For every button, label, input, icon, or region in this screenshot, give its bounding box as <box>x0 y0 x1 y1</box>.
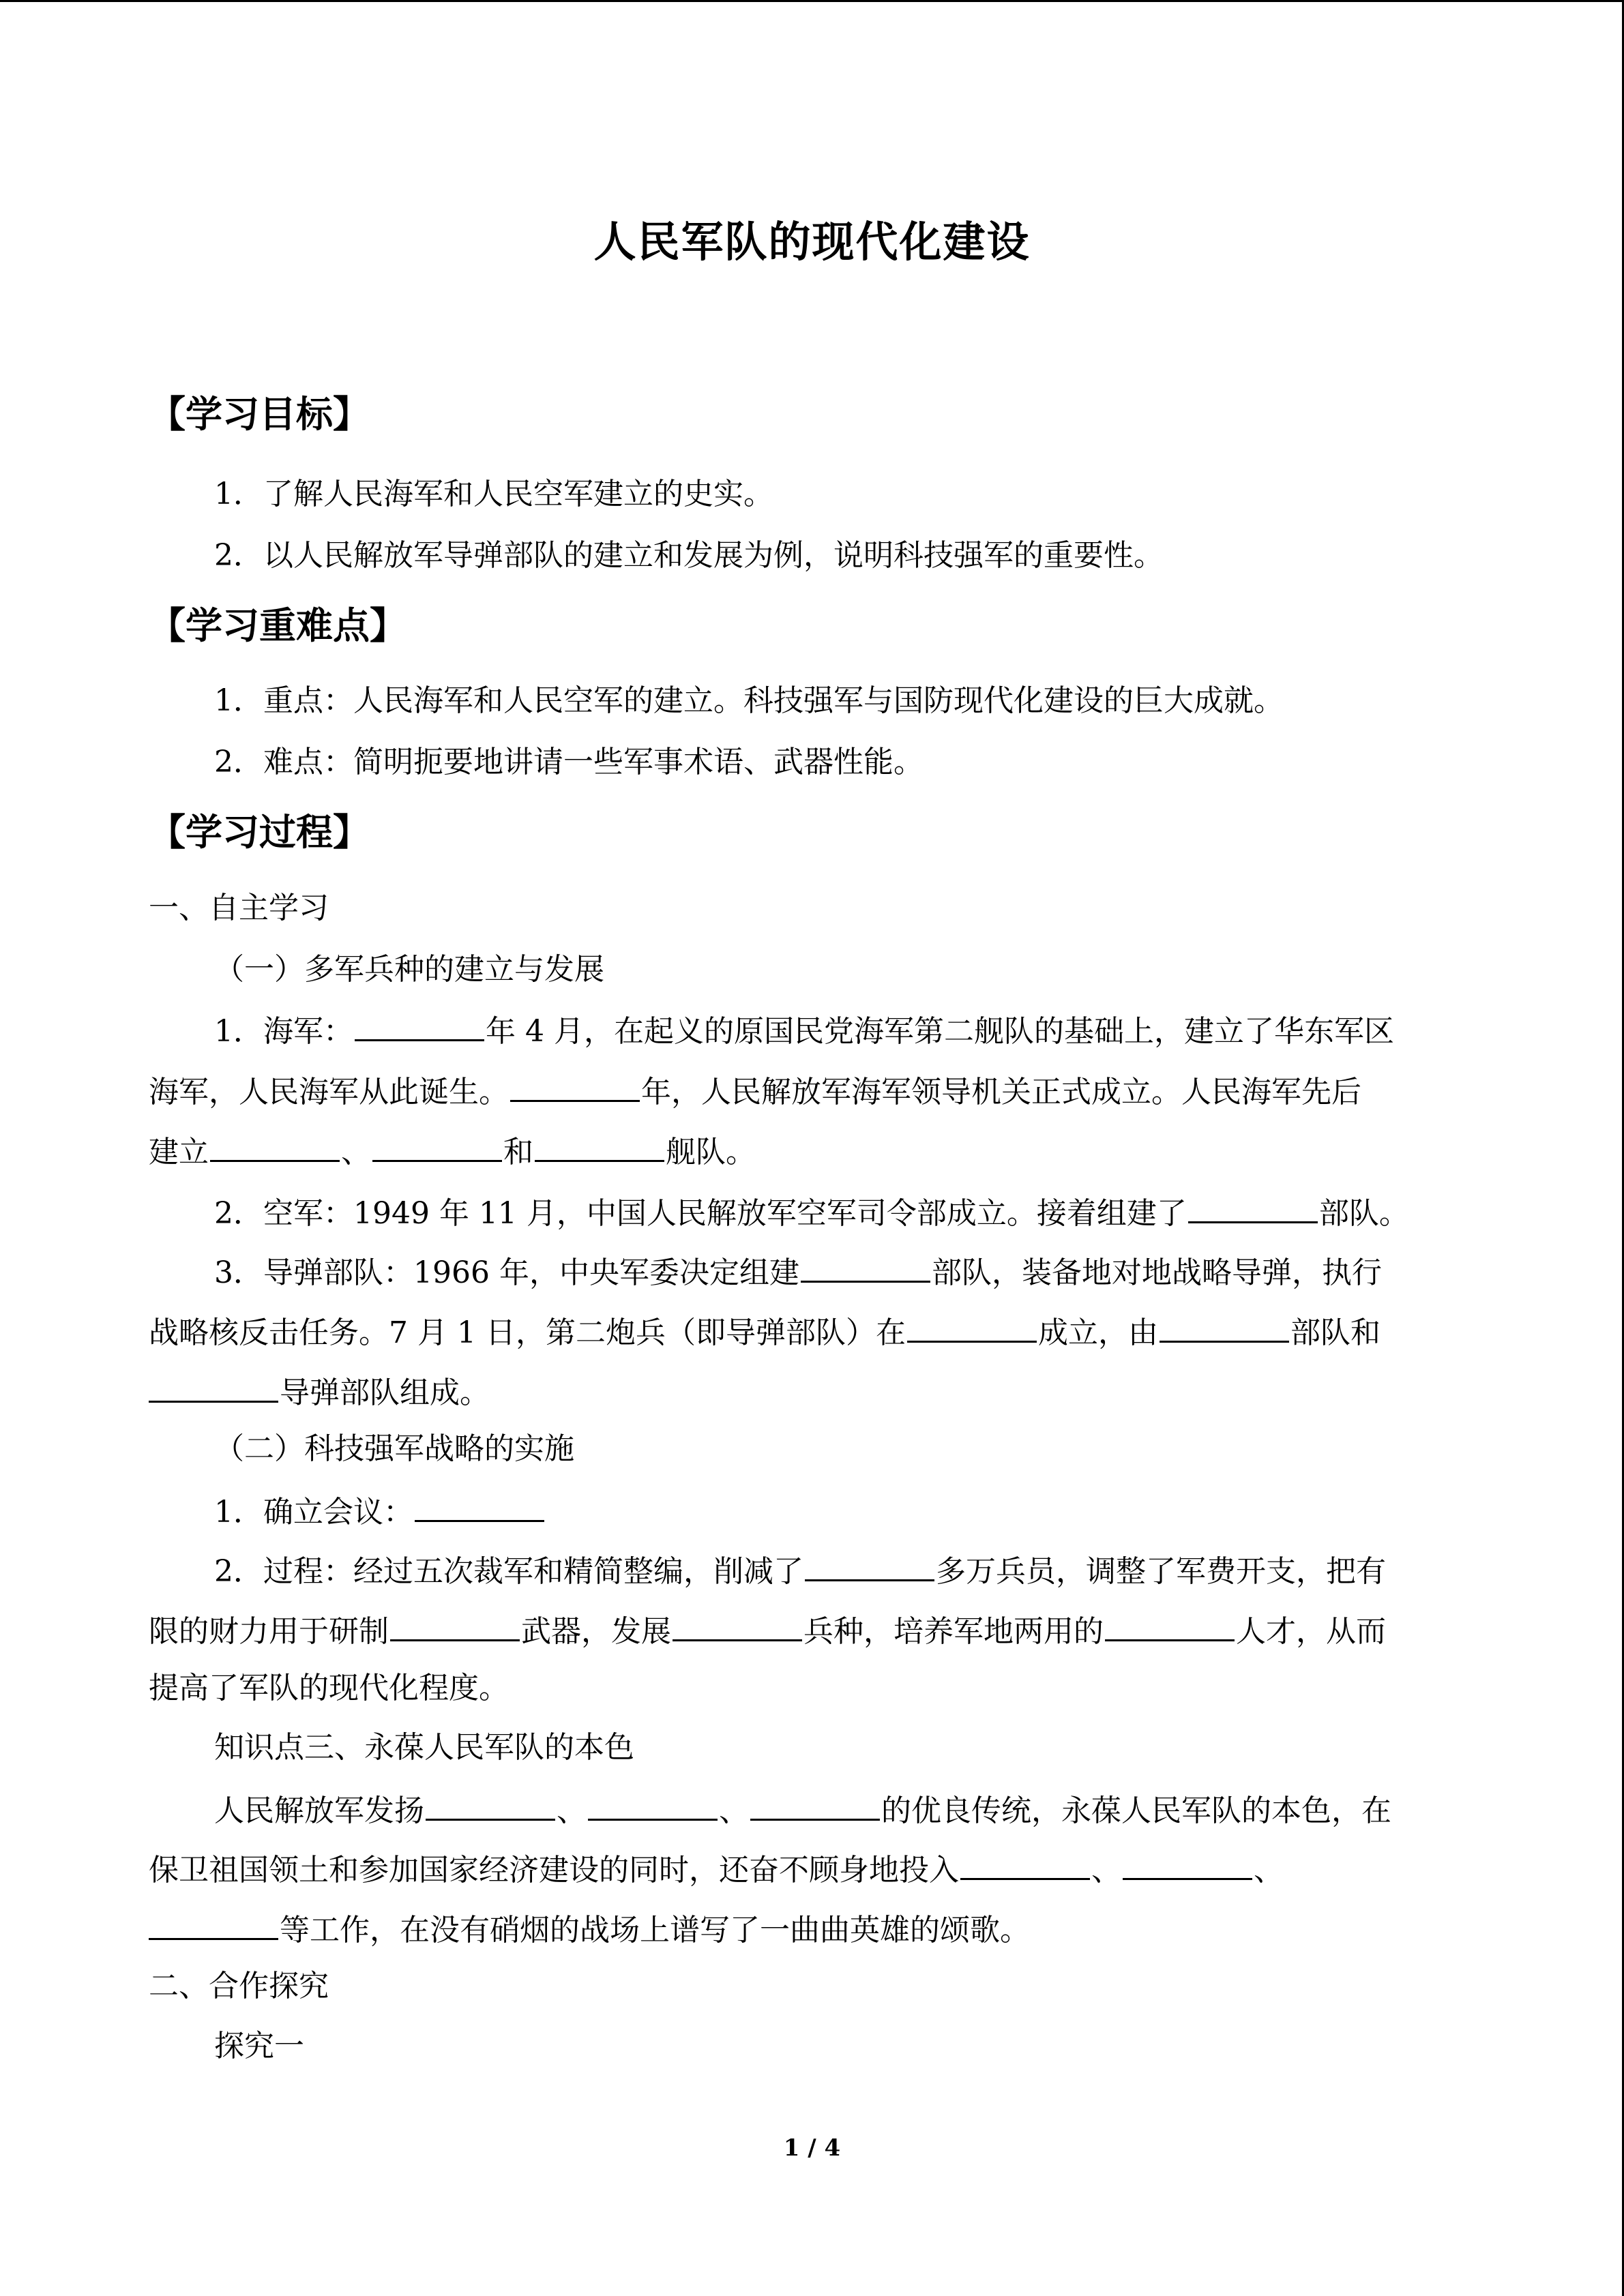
navy-line-3: 建立 、 和 舰队。 <box>149 1129 1479 1173</box>
part-cooperative-inquiry: 二、合作探究 <box>149 1969 329 2003</box>
missile-line-1: 3．导弹部队：1966 年，中央军委决定组建 部队，装备地对地战略导弹，执行 <box>214 1249 1479 1294</box>
heading-learning-process: 【学习过程】 <box>149 811 370 854</box>
inquiry-1: 探究一 <box>214 2029 304 2063</box>
navy-line-2: 海军，人民海军从此诞生。 年，人民解放军海军领导机关正式成立。人民海军先后 <box>149 1069 1479 1113</box>
fill-blank[interactable] <box>673 1608 802 1641</box>
heading-key-points: 【学习重难点】 <box>149 604 407 647</box>
fill-blank[interactable] <box>1105 1608 1235 1641</box>
heading-learning-goals: 【学习目标】 <box>149 393 370 436</box>
page-title: 人民军队的现代化建设 <box>593 217 1031 267</box>
fill-blank[interactable] <box>750 1787 880 1821</box>
fill-blank[interactable] <box>149 1369 278 1403</box>
fill-blank[interactable] <box>149 1907 278 1940</box>
goal-item-2: 2．以人民解放军导弹部队的建立和发展为例，说明科技强军的重要性。 <box>214 538 1164 573</box>
fill-blank[interactable] <box>355 1008 484 1041</box>
nature-line-1: 人民解放军发扬 、 、 的优良传统，永葆人民军队的本色，在 <box>214 1787 1479 1832</box>
course-line-2: 限的财力用于研制 武器，发展 兵种，培养军地两用的 人才，从而 <box>149 1608 1479 1652</box>
course-line-1: 2．过程：经过五次裁军和精简整编，削减了 多万兵员，调整了军费开支，把有 <box>214 1548 1479 1592</box>
part-self-study: 一、自主学习 <box>149 891 329 925</box>
fill-blank[interactable] <box>805 1548 934 1581</box>
nature-line-3: 等工作，在没有硝烟的战场上谱写了一曲曲英雄的颂歌。 <box>149 1907 1479 1951</box>
fill-blank[interactable] <box>390 1608 520 1641</box>
knowledge-point-3: 知识点三、永葆人民军队的本色 <box>214 1730 634 1765</box>
meeting-line: 1．确立会议： <box>214 1489 1479 1533</box>
airforce-line: 2．空军：1949 年 11 月，中国人民解放军空军司令部成立。接着组建了 部队。 <box>214 1190 1479 1234</box>
page-border-top <box>0 0 1624 2</box>
page-number: 1 / 4 <box>783 2134 841 2162</box>
fill-blank[interactable] <box>960 1847 1090 1880</box>
fill-blank[interactable] <box>907 1309 1037 1343</box>
fill-blank[interactable] <box>1160 1309 1289 1343</box>
subsection-services: （一）多军兵种的建立与发展 <box>214 952 604 987</box>
subsection-tech-strategy: （二）科技强军战略的实施 <box>214 1431 574 1466</box>
nature-line-2: 保卫祖国领土和参加国家经济建设的同时，还奋不顾身地投入 、 、 <box>149 1847 1479 1891</box>
fill-blank[interactable] <box>1123 1847 1252 1880</box>
fill-blank[interactable] <box>372 1129 502 1162</box>
fill-blank[interactable] <box>1188 1190 1318 1223</box>
fill-blank[interactable] <box>535 1129 664 1162</box>
fill-blank[interactable] <box>588 1787 718 1821</box>
key-point-2: 2．难点：简明扼要地讲请一些军事术语、武器性能。 <box>214 745 924 779</box>
missile-line-3: 导弹部队组成。 <box>149 1369 1479 1414</box>
fill-blank[interactable] <box>426 1787 555 1821</box>
fill-blank[interactable] <box>210 1129 340 1162</box>
key-point-1: 1．重点：人民海军和人民空军的建立。科技强军与国防现代化建设的巨大成就。 <box>214 683 1284 718</box>
fill-blank[interactable] <box>510 1069 640 1102</box>
navy-line-1: 1．海军： 年 4 月，在起义的原国民党海军第二舰队的基础上，建立了华东军区 <box>214 1008 1479 1052</box>
fill-blank[interactable] <box>415 1489 544 1522</box>
course-line-3: 提高了军队的现代化程度。 <box>149 1671 509 1705</box>
fill-blank[interactable] <box>801 1249 930 1283</box>
missile-line-2: 战略核反击任务。7 月 1 日，第二炮兵（即导弹部队）在 成立，由 部队和 <box>149 1309 1479 1354</box>
goal-item-1: 1．了解人民海军和人民空军建立的史实。 <box>214 477 773 511</box>
